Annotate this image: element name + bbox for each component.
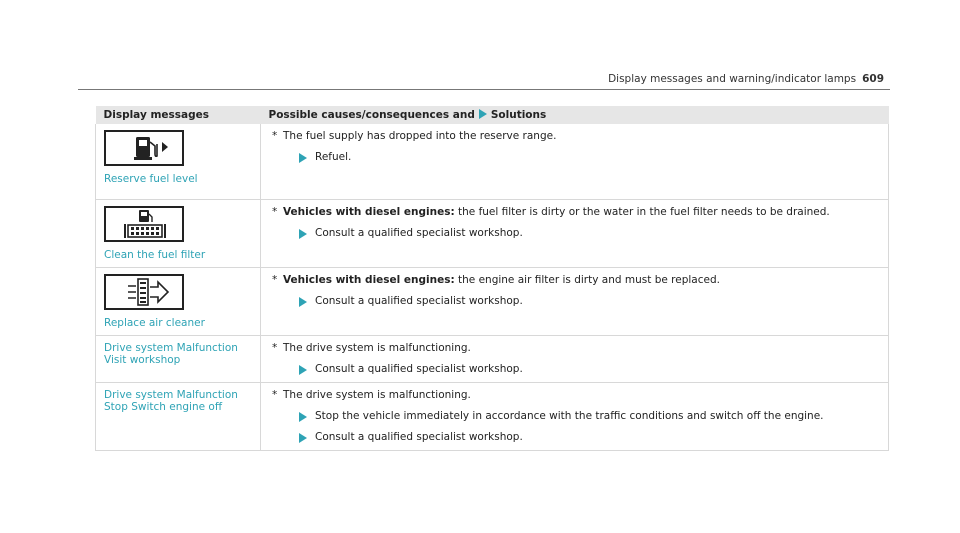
message-text: Stop Switch engine off	[104, 400, 223, 413]
message-cell	[96, 267, 261, 335]
message-text: Visit workshop	[104, 353, 181, 366]
cause-text: * The drive system is malfunctioning.	[272, 388, 471, 401]
solution-arrow-icon	[299, 297, 307, 307]
message-text: Drive system Malfunction	[104, 388, 238, 401]
solution-item: Consult a qualified specialist workshop.	[299, 295, 880, 308]
message-cell	[96, 335, 261, 382]
solution-arrow-icon	[299, 153, 307, 163]
solution-item: Consult a qualified specialist workshop.	[299, 431, 880, 444]
fuel-filter-icon	[104, 206, 184, 242]
header-rule	[78, 89, 890, 90]
solution-arrow-icon	[299, 229, 307, 239]
cause-cell	[261, 335, 889, 382]
solution-item: Stop the vehicle immediately in accordance with the traffic conditions and switch off the engine.	[299, 410, 880, 423]
message-text: Clean the fuel filter	[104, 248, 206, 261]
message-text: Replace air cleaner	[104, 316, 205, 329]
solution-item: Refuel.	[299, 151, 880, 164]
table-header-row	[96, 106, 889, 124]
cause-cell	[261, 124, 889, 199]
solution-arrow-icon	[299, 412, 307, 422]
fuel-pump-reserve-icon	[104, 130, 184, 166]
solution-arrow-icon	[299, 433, 307, 443]
cause-cell	[261, 382, 889, 450]
table-row	[96, 382, 889, 450]
message-text: Drive system Malfunction	[104, 341, 238, 354]
table-row	[96, 199, 889, 267]
table-row	[96, 267, 889, 335]
cause-cell	[261, 267, 889, 335]
cause-cell	[261, 199, 889, 267]
cause-text: * The drive system is malfunctioning.	[272, 341, 471, 354]
message-text: Reserve fuel level	[104, 173, 198, 185]
solution-arrow-icon	[479, 109, 487, 119]
col-header-causes: Possible causes/consequences and Solutions	[261, 106, 889, 124]
messages-table	[95, 106, 889, 451]
page-number: 609	[862, 73, 884, 85]
solution-item: Consult a qualified specialist workshop.	[299, 227, 880, 240]
air-cleaner-icon	[104, 274, 184, 310]
message-cell	[96, 199, 261, 267]
solution-arrow-icon	[299, 365, 307, 375]
message-cell	[96, 382, 261, 450]
message-cell	[96, 124, 261, 199]
table-row	[96, 335, 889, 382]
cause-text: * The fuel supply has dropped into the reserve range.	[272, 130, 557, 142]
header-title: Display messages and warning/indicator lamps	[608, 73, 857, 85]
solution-item: Consult a qualified specialist workshop.	[299, 363, 880, 376]
table-row	[96, 124, 889, 199]
cause-text: * Vehicles with diesel engines: the fuel filter is dirty or the water in the fuel filter needs to be drained.	[272, 205, 830, 218]
cause-text: * Vehicles with diesel engines: the engine air filter is dirty and must be replaced.	[272, 273, 720, 286]
col-header-messages: Display messages	[96, 106, 261, 124]
page-header	[608, 73, 884, 85]
